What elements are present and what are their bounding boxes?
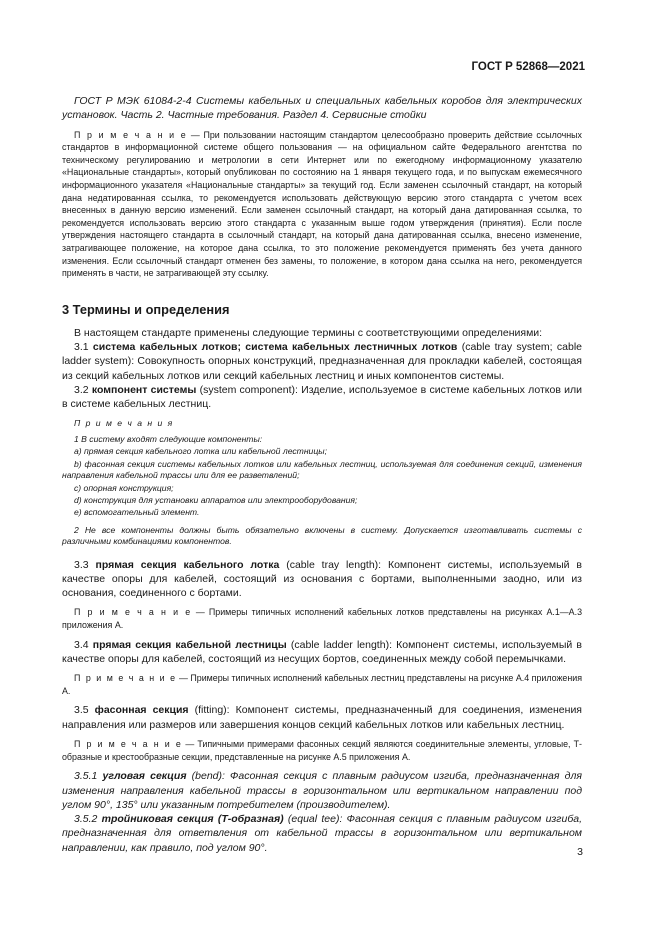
page-number: 3: [577, 846, 583, 858]
section-title: 3 Термины и определения: [62, 301, 230, 317]
term-number: 3.4: [74, 638, 93, 651]
term-definition: (bend): Фасонная секция с плавным радиусом изгиба, предназначенная для изменения направления кабельной трассы в горизонтальном или вертикальном направлении под углом 90°, 135° или указанным потребителем (производителем).: [62, 770, 582, 811]
term-definition: (cable tray length): Компонент системы, используемый в качестве опоры для кабелей, состоящий из основания с бортами, выполненными заодно, или из основания, соединенного с бортами.: [62, 558, 582, 600]
note-item-1: 1 В систему входят следующие компоненты:: [74, 433, 263, 444]
section-intro: В настоящем стандарте применены следующие термины с соответствующими определениями:: [74, 326, 543, 339]
note-label: П р и м е ч а н и е: [74, 129, 188, 140]
term-definition: (system component): Изделие, используемое в системе кабельных лотков или в системе кабельных лестниц.: [62, 383, 582, 411]
note-text: — Примеры типичных исполнений кабельных лотков представлены на рисунках А.1—А.3 приложения А.: [62, 607, 582, 631]
term-name: прямая секция кабельного лотка: [95, 558, 280, 571]
reference-note: [62, 129, 582, 280]
term-name: тройниковая секция (Т-образная): [101, 813, 284, 826]
list-item: d) конструкция для установки аппаратов или электрооборудования;: [74, 494, 358, 505]
note-label: П р и м е ч а н и е: [74, 673, 177, 684]
term-definition: (cable ladder length): Компонент системы, используемый в качестве опоры для кабелей, состоящий из несущих бортов, соединенных между собой перемычками.: [62, 638, 582, 665]
term-name: система кабельных лотков; система кабельных лестничных лотков: [92, 341, 458, 354]
term-number: 3.5: [74, 704, 95, 717]
term-number: 3.2: [74, 383, 92, 396]
term-number: 3.3: [74, 558, 96, 571]
term-number: 3.1: [74, 341, 93, 354]
term-3-2: [62, 383, 582, 412]
term-3-1: [62, 340, 582, 383]
term-definition: (equal tee): Фасонная секция с плавным радиусом изгиба, предназначенная для ответвления от кабельной трассы в горизонтальном или вертикальном направлении, как правило, под углом 90°.: [62, 813, 582, 854]
document-number: ГОСТ Р 52868—2021: [471, 61, 585, 73]
note-label: П р и м е ч а н и е: [74, 739, 183, 750]
note-3-5: [62, 738, 582, 763]
term-number: 3.5.1: [74, 770, 103, 783]
note-text: — При пользовании настоящим стандартом целесообразно проверить действие ссылочных стандартов в информационной системе общего пользования — на официальном сайте Федерального агентства по техническому регулированию и метрологии в сети Интернет или по ежегодному информационному указателю «Национальные стандарты», который опубликован по состоянию на 1 января текущего года, и по выпускам ежемесячного информационного указателя «Национальные стандарты» за текущий год. Если заменен ссылочный стандарт, на который дана недатированная ссылка, то рекомендуется использовать действующую версию этого стандарта с учетом всех внесенных в данную версию изменений. Если заменен ссылочный стандарт, на который дана датированная ссылка, то рекомендуется использовать версию этого стандарта с указанным выше годом утверждения (принятия). Если после утверждения настоящего стандарта в ссылочный стандарт, на который дана датированная ссылка, внесено изменение, затрагивающее положение, на которое дана ссылка, то это положение рекомендуется применять без учета данного изменения. Если ссылочный стандарт отменен без замены, то положение, в котором дана ссылка на него, рекомендуется применять в части, не затрагивающей эту ссылку.: [62, 129, 582, 279]
note-text: — Типичными примерами фасонных секций являются соединительные элементы, угловые, Т-образные и крестообразные секции, представленные на рисунке А.5 приложения А.: [62, 739, 582, 762]
list-item: c) опорная конструкция;: [74, 482, 174, 493]
note-3-3: [62, 606, 582, 631]
note-item-2: 2 Не все компоненты должны быть обязательно включены в систему. Допускается изготавливать системы с различными комбинациями компонентов.: [62, 524, 582, 547]
term-name: фасонная секция: [94, 704, 189, 717]
list-item: a) прямая секция кабельного лотка или кабельной лестницы;: [74, 446, 327, 457]
term-3-4: [62, 638, 582, 667]
page-content: [62, 95, 582, 855]
term-3-3: [62, 558, 582, 601]
term-3-5-1: [62, 769, 582, 812]
term-3-5: [62, 703, 582, 732]
term-definition: (fitting): Компонент системы, предназначенный для соединения, изменения направления или размеров или завершения концов секций кабельных лотков или кабельных лестниц.: [62, 704, 582, 731]
term-3-5-2: [62, 812, 582, 855]
list-item: b) фасонная секция системы кабельных лотков или кабельных лестниц, используемая для соединения секций, изменения направления кабельной трассы или для ее разветвлений;: [62, 458, 582, 481]
note-text: — Примеры типичных исполнений кабельных лестниц представлены на рисунке А.4 приложения А.: [62, 673, 583, 696]
term-name: угловая секция: [102, 770, 187, 783]
note-label: П р и м е ч а н и е: [74, 607, 192, 618]
note-3-4: [62, 672, 582, 697]
list-item: e) вспомогательный элемент.: [74, 507, 200, 518]
notes-label: П р и м е ч а н и я: [74, 417, 174, 428]
term-definition: (cable tray system; cable ladder system): Совокупность опорных конструкций, предназначенная для прокладки кабелей, состоящая из секций кабельных лотков или секций кабельных лестниц и иных компонентов системы.: [62, 341, 583, 382]
term-name: прямая секция кабельной лестницы: [92, 638, 287, 651]
term-name: компонент системы: [91, 383, 197, 396]
term-number: 3.5.2: [74, 813, 102, 826]
normative-reference: ГОСТ Р МЭК 61084-2-4 Системы кабельных и специальных кабельных коробов для электрических установок. Часть 2. Частные требования. Раздел 4. Сервисные стойки: [62, 95, 582, 121]
